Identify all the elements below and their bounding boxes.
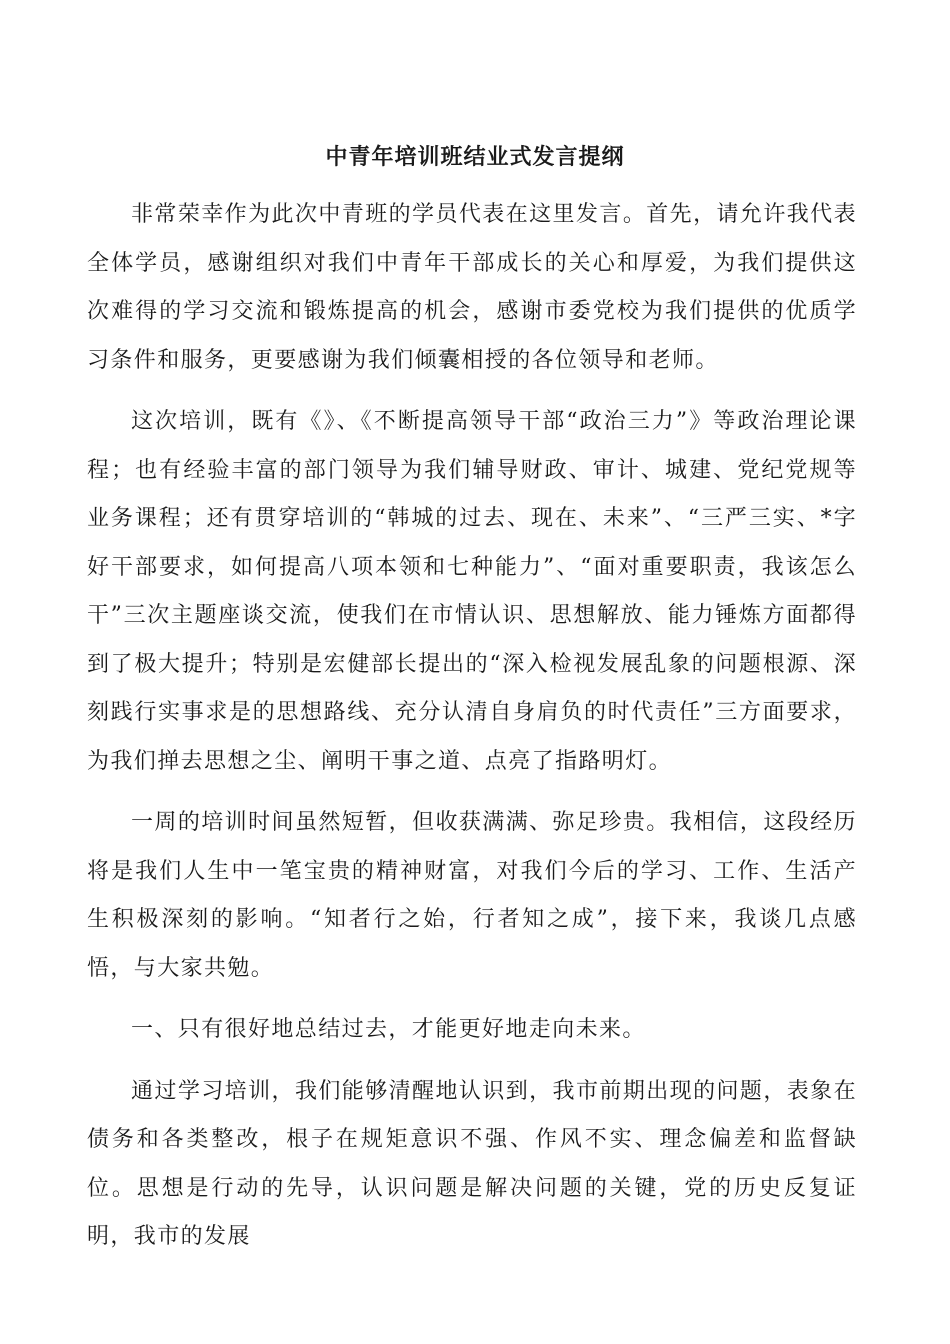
paragraph-3: 一周的培训时间虽然短暂，但收获满满、弥足珍贵。我相信，这段经历将是我们人生中一笔宝贵的精神财富，对我们今后的学习、工作、生活产生积极深刻的影响。“知者行之始，行者知之成”，接下来，我谈几点感悟，与大家共勉。 — [87, 810, 857, 981]
paragraph-4: 通过学习培训，我们能够清醒地认识到，我市前期出现的问题，表象在债务和各类整改，根子在规矩意识不强、作风不实、理念偏差和监督缺位。思想是行动的先导，认识问题是解决问题的关键，党的历史反复证明，我市的发展 — [87, 1078, 857, 1249]
paragraph-2: 这次培训，既有《》、《不断提高领导干部“政治三力”》等政治理论课程；也有经验丰富的部门领导为我们辅导财政、审计、城建、党纪党规等业务课程；还有贯穿培训的“韩城的过去、现在、未来”、“三严三实、*字好干部要求，如何提高八项本领和七种能力”、“面对重要职责，我该怎么干”三次主题座谈交流，使我们在市情认识、思想解放、能力锤炼方面都得到了极大提升；特别是宏健部长提出的“深入检视发展乱象的问题根源、深刻践行实事求是的思想路线、充分认清自身肩负的时代责任”三方面要求，为我们掸去思想之尘、阐明干事之道、点亮了指路明灯。 — [87, 409, 857, 774]
document-title: 中青年培训班结业式发言提纲 — [325, 144, 625, 170]
document-body — [87, 191, 857, 1275]
section-heading-1: 一、只有很好地总结过去，才能更好地走向未来。 — [131, 1017, 646, 1042]
paragraph-1: 非常荣幸作为此次中青班的学员代表在这里发言。首先，请允许我代表全体学员，感谢组织对我们中青年干部成长的关心和厚爱，为我们提供这次难得的学习交流和锻炼提高的机会，感谢市委党校为我们提供的优质学习条件和服务，更要感谢为我们倾囊相授的各位领导和老师。 — [87, 202, 857, 373]
